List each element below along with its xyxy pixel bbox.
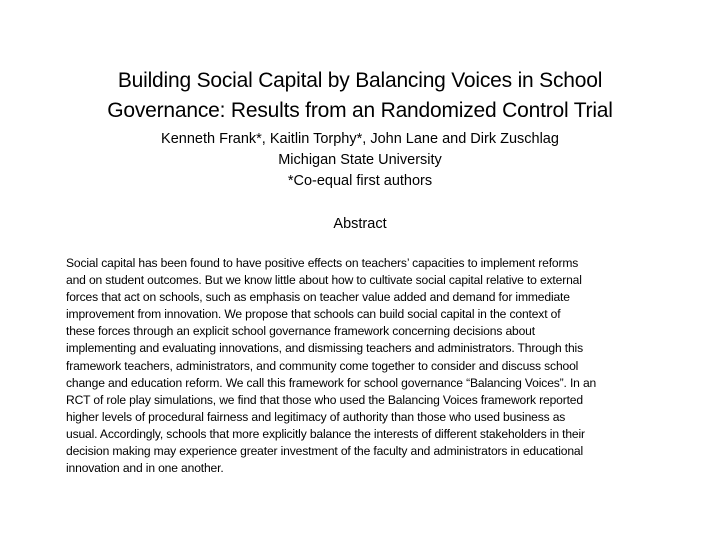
slide-title [40, 66, 680, 126]
co-author-note: *Co-equal first authors [287, 173, 433, 189]
abstract-line: improvement from innovation. We propose that schools can build social capital in the context of [66, 307, 561, 322]
title-line-1: Building Social Capital by Balancing Voices in School [117, 69, 603, 92]
abstract-line: and on student outcomes. But we know little about how to cultivate social capital relative to external [66, 273, 582, 288]
title-line-2: Governance: Results from an Randomized Control Trial [107, 99, 613, 122]
abstract-line: framework teachers, administrators, and community come together to consider and discuss school [66, 358, 579, 373]
abstract-line: implementing and evaluating innovations, and dismissing teachers and administrators. Through this [66, 341, 583, 356]
abstract-line: Social capital has been found to have positive effects on teachers’ capacities to implement reforms [66, 256, 579, 270]
abstract-line: innovation and in one another. [66, 461, 224, 476]
abstract-body [66, 255, 672, 477]
abstract-heading: Abstract [333, 216, 387, 232]
abstract-line: higher levels of procedural fairness and legitimacy of authority than those who used business as [66, 409, 566, 424]
abstract-line: usual. Accordingly, schools that more explicitly balance the interests of different stakeholders in their [66, 426, 585, 441]
affiliation: Michigan State University [278, 152, 442, 168]
authors: Kenneth Frank*, Kaitlin Torphy*, John Lane and Dirk Zuschlag [161, 131, 559, 147]
abstract-line: forces that act on schools, such as emphasis on teacher value added and demand for immediate [66, 290, 570, 305]
abstract-line: RCT of role play simulations, we find that those who used the Balancing Voices framework reported [66, 392, 583, 407]
abstract-line: decision making may experience greater investment of the faculty and administrators in educational [66, 444, 584, 459]
abstract-line: these forces through an explicit school governance framework concerning decisions about [66, 324, 535, 339]
abstract-line: change and education reform. We call this framework for school governance “Balancing Voices”. In an [66, 375, 597, 390]
